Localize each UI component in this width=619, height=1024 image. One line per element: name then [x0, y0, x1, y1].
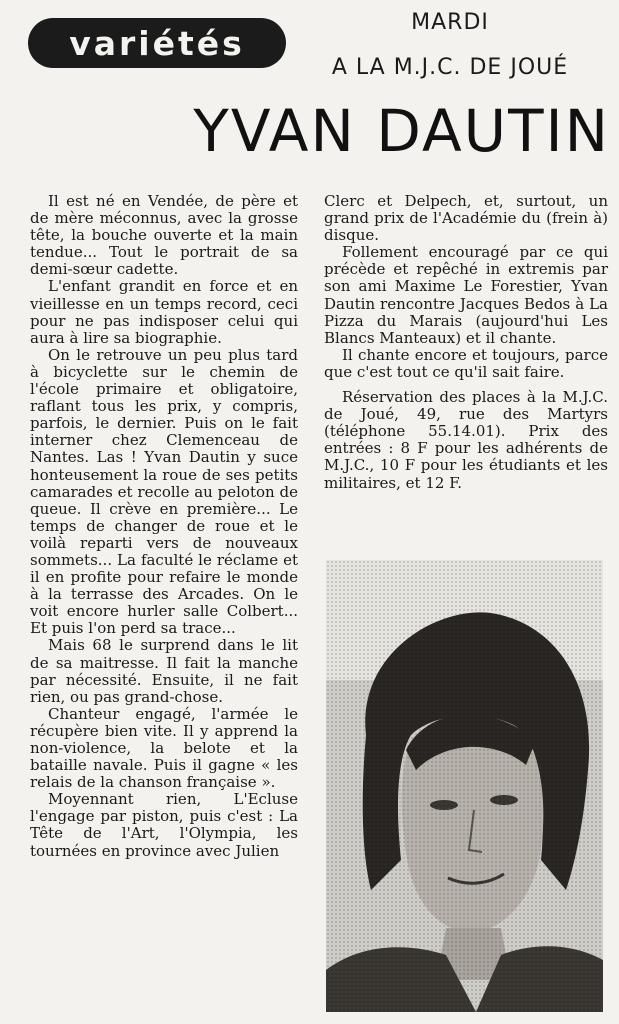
article-column-left — [30, 193, 298, 860]
paragraph: Mais 68 le surprend dans le lit de sa maitresse. Il fait la manche par nécessité. Ensuite, il ne fait rien, ou pas grand-chose. — [30, 636, 298, 706]
paragraph: Follement encouragé par ce qui précède et repêché in extremis par son ami Maxime Le Forestier, Yvan Dautin rencontre Jacques Bedos à La Pizza du Marais (aujourd'hui Les Blancs Manteaux) et il chante. — [324, 243, 608, 347]
section-rubric-badge — [28, 18, 286, 68]
kicker-line-1: MARDI — [411, 10, 489, 35]
paragraph: L'enfant grandit en force et en vieillesse en un temps record, ceci pour ne pas indisposer celui qui aura à lire sa biographie. — [30, 277, 298, 347]
portrait-photo — [326, 560, 603, 1012]
paragraph: Moyennant rien, L'Ecluse l'engage par piston, puis c'est : La Tête de l'Art, l'Olympia, les tournées en province avec Julien — [30, 790, 298, 860]
paragraph: Il chante encore et toujours, parce que c'est tout ce qu'il sait faire. — [324, 345, 608, 381]
headline: YVAN DAUTIN — [193, 97, 610, 165]
paragraph: On le retrouve un peu plus tard à bicyclette sur le chemin de l'école primaire et obligatoire, raflant tous les prix, y compris, parfois, le dernier. Puis on le fait interner chez Clemenceau de Nantes. Las ! Yvan Dautin y suce honteusement la roue de ses petits camarades et recolle au peloton de queue. Il crève en première... Le temps de changer de roue et le voilà reparti vers de nouveaux sommets... La faculté le réclame et il en profite pour refaire le monde à la terrasse des Arcades. On le voit encore hurler salle Colbert... Et puis l'on perd sa trace... — [30, 345, 298, 638]
section-rubric-label: variétés — [69, 23, 245, 63]
article-column-right — [324, 193, 608, 492]
reservation-info: Réservation des places à la M.J.C. de Joué, 49, rue des Martyrs (téléphone 55.14.01). Prix des entrées : 8 F pour les adhérents de M.J.C., 10 F pour les étudiants et les militaires, et 12 F. — [324, 388, 608, 492]
paragraph-continuation: Clerc et Delpech, et, surtout, un grand prix de l'Académie du (frein à) disque. — [324, 192, 608, 245]
paragraph: Il est né en Vendée, de père et de mère méconnus, avec la grosse tête, la bouche ouverte et la main tendue... Tout le portrait de sa demi-sœur cadette. — [30, 192, 298, 279]
paragraph: Chanteur engagé, l'armée le récupère bien vite. Il y apprend la non-violence, la belote et la bataille navale. Puis il gagne « les relais de la chanson française ». — [30, 704, 298, 792]
kicker-line-2: A LA M.J.C. DE JOUÉ — [331, 55, 569, 80]
